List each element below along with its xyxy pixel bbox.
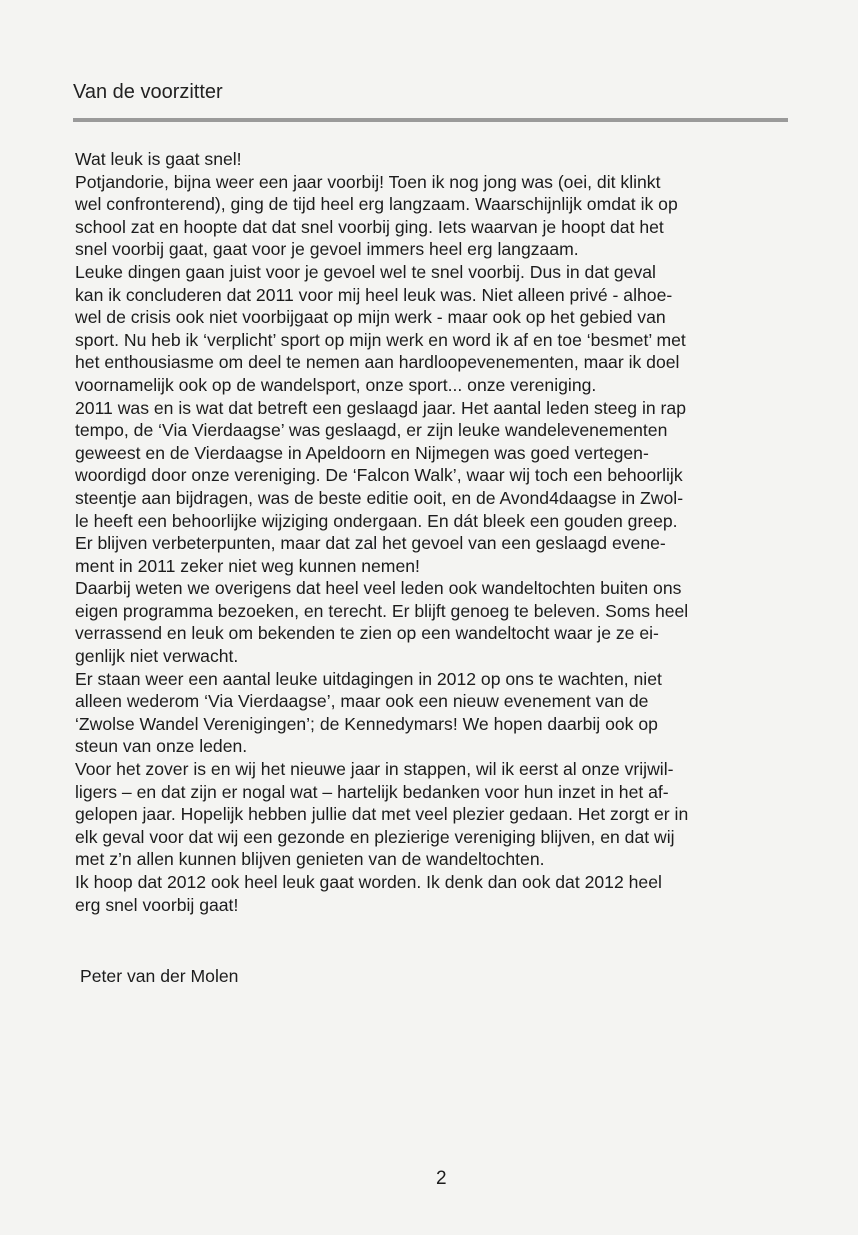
article-body (75, 148, 790, 916)
body-line: voornamelijk ook op de wandelsport, onze sport... onze vereniging. (75, 374, 597, 395)
body-line: woordigd door onze vereniging. De ‘Falcon Walk’, waar wij toch een behoorlijk (75, 465, 683, 486)
body-line: snel voorbij gaat, gaat voor je gevoel immers heel erg langzaam. (75, 239, 579, 260)
body-line: eigen programma bezoeken, en terecht. Er blijft genoeg te beleven. Soms heel (75, 600, 689, 621)
body-line: steentje aan bijdragen, was de beste editie ooit, en de Avond4daagse in Zwol- (75, 487, 684, 508)
body-line: het enthousiasme om deel te nemen aan hardloopevenementen, maar ik doel (75, 352, 680, 373)
page-number: 2 (436, 1168, 447, 1189)
body-line: ment in 2011 zeker niet weg kunnen nemen! (75, 555, 420, 576)
body-line: tempo, de ‘Via Vierdaagse’ was geslaagd, er zijn leuke wandelevenementen (75, 420, 668, 441)
body-line: wel de crisis ook niet voorbijgaat op mijn werk - maar ook op het gebied van (75, 307, 666, 328)
body-line: genlijk niet verwacht. (75, 646, 239, 667)
body-line: wel confronterend), ging de tijd heel erg langzaam. Waarschijnlijk omdat ik op (75, 194, 678, 215)
body-line: met z’n allen kunnen blijven genieten van de wandeltochten. (75, 849, 545, 870)
body-line: erg snel voorbij gaat! (75, 894, 239, 915)
body-line: verrassend en leuk om bekenden te zien op een wandeltocht waar je ze ei- (75, 623, 659, 644)
body-line: ‘Zwolse Wandel Verenigingen’; de Kennedymars! We hopen daarbij ook op (75, 713, 658, 734)
body-line: 2011 was en is wat dat betreft een geslaagd jaar. Het aantal leden steeg in rap (75, 397, 686, 418)
body-line: Er staan weer een aantal leuke uitdagingen in 2012 op ons te wachten, niet (75, 668, 662, 689)
body-line: Wat leuk is gaat snel! (75, 149, 242, 169)
body-line: school zat en hoopte dat dat snel voorbij ging. Iets waarvan je hoopt dat het (75, 216, 664, 237)
body-line: Ik hoop dat 2012 ook heel leuk gaat worden. Ik denk dan ook dat 2012 heel (75, 872, 662, 892)
body-line: le heeft een behoorlijke wijziging ondergaan. En dát bleek een gouden greep. (75, 510, 678, 531)
title-divider (73, 118, 788, 122)
body-line: alleen wederom ‘Via Vierdaagse’, maar ook een nieuw evenement van de (75, 691, 649, 712)
body-line: geweest en de Vierdaagse in Apeldoorn en Nijmegen was goed vertegen- (75, 442, 649, 463)
body-line: kan ik concluderen dat 2011 voor mij heel leuk was. Niet alleen privé - alhoe- (75, 284, 673, 305)
body-line: sport. Nu heb ik ‘verplicht’ sport op mijn werk en word ik af en toe ‘besmet’ met (75, 329, 686, 350)
body-line: Er blijven verbeterpunten, maar dat zal het gevoel van een geslaagd evene- (75, 533, 666, 554)
body-line: Daarbij weten we overigens dat heel veel leden ook wandeltochten buiten ons (75, 578, 682, 599)
body-line: gelopen jaar. Hopelijk hebben jullie dat met veel plezier gedaan. Het zorgt er in (75, 804, 689, 825)
page-title: Van de voorzitter (73, 81, 223, 103)
body-line: steun van onze leden. (75, 736, 248, 757)
body-line: Leuke dingen gaan juist voor je gevoel wel te snel voorbij. Dus in dat geval (75, 261, 656, 282)
author-signature: Peter van der Molen (80, 966, 239, 986)
body-line: ligers – en dat zijn er nogal wat – hartelijk bedanken voor hun inzet in het af- (75, 781, 669, 802)
body-line: Potjandorie, bijna weer een jaar voorbij! Toen ik nog jong was (oei, dit klinkt (75, 171, 661, 192)
body-line: Voor het zover is en wij het nieuwe jaar in stappen, wil ik eerst al onze vrijwil- (75, 759, 674, 780)
body-line: elk geval voor dat wij een gezonde en plezierige vereniging blijven, en dat wij (75, 826, 675, 847)
